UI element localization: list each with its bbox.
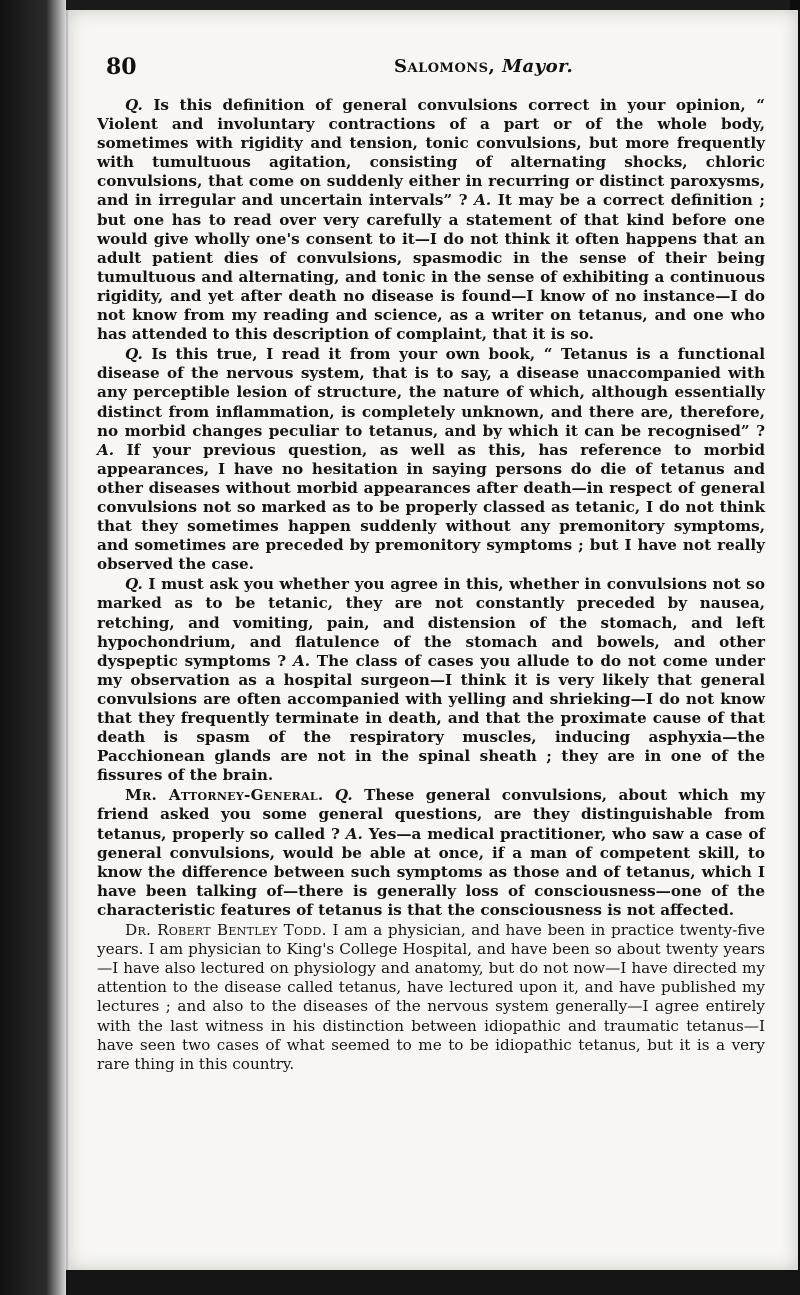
running-head xyxy=(394,56,573,77)
speaker-name: Mr. Attorney-General. xyxy=(125,786,324,805)
speaker-name: Dr. Robert Bentley Todd. xyxy=(125,921,327,940)
scan-bottom-edge xyxy=(66,1270,800,1295)
answer-text: If your previous question, as well as this, has reference to morbid appearances, I have no hesitation in saying persons do die of tetanus and other diseases without morbid appearances after death—in respect of general convulsions not so marked as to be properly classed as tetanic, I do not think that they sometimes happen suddenly without any premonitory symptoms, and sometimes are preceded by premonitory symptoms ; but I have not really observed the case. xyxy=(97,440,765,574)
answer-text: It may be a correct definition ; but one has to read over very carefully a statement of that kind before one would give wholly one's consent to it—I do not think it often happens that an adult patient dies of convulsions, spasmodic in the sense of their being tumultuous and alternating, and tonic in the sense of exhibiting a continuous rigidity, and yet after death no disease is found—I know of no instance—I do not know from my reading and science, as a writer on tetanus, and one who has attended to this description of complaint, that it is so. xyxy=(97,191,765,344)
answer-marker: A. xyxy=(345,824,363,843)
answer-marker: A. xyxy=(97,440,115,459)
page-number: 80 xyxy=(106,54,137,80)
paragraph-3 xyxy=(97,575,765,785)
question-text: I must ask you whether you agree in this, whether in convulsions not so marked as to be tetanic, they are not constantly preceded by nausea, retching, and vomiting, pain, and distension of the stomach, and left hypochondrium, and flatulence of the stomach and bowels, and other dyspeptic symptoms ? xyxy=(97,575,765,670)
page-header xyxy=(106,54,756,88)
running-head-name: Salomons, xyxy=(394,56,496,77)
question-marker: Q. xyxy=(125,575,143,594)
paragraph-1 xyxy=(97,96,765,344)
scan-margin xyxy=(0,0,66,1295)
paragraph-4 xyxy=(97,786,765,920)
testimony-text: I am a physician, and have been in practice twenty-five years. I am physician to King's College Hospital, and have been so about twenty years—I have also lectured on physiology and anatomy, but do not now—I have directed my attention to the disease called tetanus, have lectured upon it, and have published my lectures ; and also to the diseases of the nervous system generally—I agree entirely with the last witness in his distinction between idiopathic and traumatic tetanus—I have seen two cases of what seemed to me to be idiopathic tetanus, but it is a very rare thing in this country. xyxy=(97,921,766,1073)
question-marker: Q. xyxy=(125,96,143,114)
question-text: Is this true, I read it from your own book, “ Tetanus is a functional disease of the nervous system, that is to say, a disease unaccompanied with any perceptible lesion of structure, the nature of which, although essentially distinct from inflammation, is completely unknown, and there are, therefore, no morbid changes peculiar to tetanus, and by which it can be recognised” ? xyxy=(97,345,765,440)
answer-text: Yes—a medical practitioner, who saw a case of general convulsions, would be able at once, if a man of competent skill, to know the difference between such symptoms as those and of tetanus, which I have been talking of—there is generally loss of consciousness—one of the characteristic features of tetanus is that the consciousness is not affected. xyxy=(97,824,765,919)
question-marker: Q. xyxy=(334,786,353,805)
paragraph-5 xyxy=(97,921,765,1074)
paragraph-2 xyxy=(97,345,765,574)
running-head-title: Mayor. xyxy=(502,56,574,77)
question-marker: Q. xyxy=(125,345,143,364)
question-text: These general convulsions, about which my friend asked you some general questions, are they distinguishable from tetanus, properly so called ? xyxy=(97,786,765,843)
question-text: Is this definition of general convulsions correct in your opinion, “ Violent and involuntary contractions of a part or of the whole body, sometimes with rigidity and tension, tonic convulsions, but more frequently with tumultuous agitation, consisting of alternating shocks, chloric convulsions, that come on suddenly either in recurring or distinct paroxysms, and in irregular and uncertain intervals” ? xyxy=(97,96,765,210)
answer-marker: A. xyxy=(292,651,311,670)
answer-marker: A. xyxy=(474,191,492,210)
page-body xyxy=(97,96,765,1074)
answer-text: The class of cases you allude to do not come under my observation as a hospital surgeon—I think it is very likely that general convulsions are often accompanied with yelling and shrieking—I do not know that they frequently terminate in death, and that the proximate cause of that death is spasm of the respiratory muscles, inducing asphyxia—the Pacchionean glands are not in the spinal sheath ; they are in one of the fissures of the brain. xyxy=(97,651,766,785)
